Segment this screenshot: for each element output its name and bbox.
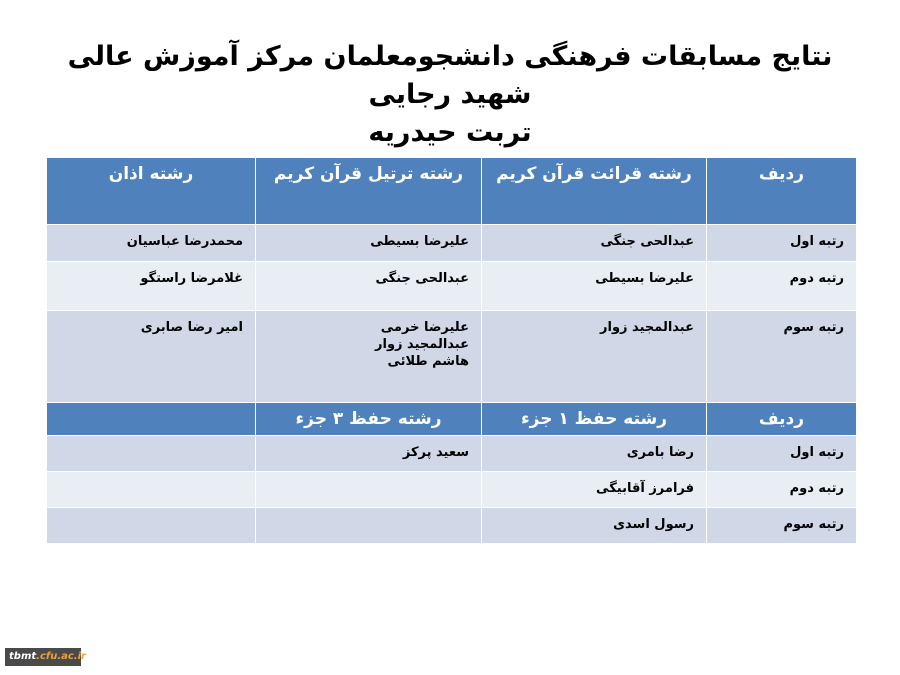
- title-line-1: نتایج مسابقات فرهنگی دانشجومعلمان مرکز آموزش عالی شهید رجایی: [67, 41, 833, 110]
- table-header-row: [47, 158, 857, 225]
- logo-text-part1: tbmt: [9, 651, 37, 662]
- azan-cell: غلامرضا راستگو: [47, 262, 256, 311]
- hifz3-cell: [256, 508, 482, 544]
- empty-cell: [47, 436, 256, 472]
- page-title: [40, 38, 860, 152]
- empty-cell: [47, 508, 256, 544]
- azan-cell: محمدرضا عباسیان: [47, 225, 256, 262]
- results-table-hifz: [46, 402, 857, 544]
- header-hifz-1-juz: رشته حفظ ۱ جزء: [482, 403, 707, 436]
- table-row: [47, 508, 857, 544]
- winner-name: علیرضا خرمی: [380, 320, 469, 335]
- title-line-2: تربت حیدریه: [368, 117, 532, 148]
- table-row: [47, 225, 857, 262]
- hifz1-cell: رضا بامری: [482, 436, 707, 472]
- logo-text-part2: .cfu.ac.ir: [36, 651, 86, 662]
- tarteel-cell: [256, 225, 482, 262]
- hifz3-cell: [256, 472, 482, 508]
- rank-cell: رتبه اول: [707, 225, 857, 262]
- winner-name: علیرضا بسیطی: [370, 234, 469, 249]
- results-table-quran-azan: [46, 157, 857, 404]
- header-hifz-3-juz: رشته حفظ ۳ جزء: [256, 403, 482, 436]
- header-tarteel: رشته ترتیل قرآن کریم: [256, 158, 482, 225]
- hifz1-cell: رسول اسدی: [482, 508, 707, 544]
- site-logo: [5, 648, 86, 666]
- rank-cell: رتبه دوم: [707, 472, 857, 508]
- table-row: [47, 311, 857, 404]
- rank-cell: رتبه سوم: [707, 311, 857, 404]
- table-row: [47, 262, 857, 311]
- rank-cell: رتبه سوم: [707, 508, 857, 544]
- qiraat-cell: عبدالمجید زوار: [482, 311, 707, 404]
- hifz1-cell: فرامرز آقابیگی: [482, 472, 707, 508]
- table-header-row: [47, 403, 857, 436]
- header-azan: رشته اذان: [47, 158, 256, 225]
- qiraat-cell: عبدالحی جنگی: [482, 225, 707, 262]
- rank-cell: رتبه اول: [707, 436, 857, 472]
- winner-name: هاشم طلائی: [387, 354, 469, 369]
- winner-name: عبدالحی جنگی: [375, 271, 469, 286]
- header-rank: ردیف: [707, 158, 857, 225]
- header-rank: ردیف: [707, 403, 857, 436]
- table-row: [47, 436, 857, 472]
- azan-cell: امیر رضا صابری: [47, 311, 256, 404]
- qiraat-cell: علیرضا بسیطی: [482, 262, 707, 311]
- tarteel-cell: [256, 262, 482, 311]
- header-qiraat: رشته قرائت قرآن کریم: [482, 158, 707, 225]
- tarteel-cell: [256, 311, 482, 404]
- header-empty: [47, 403, 256, 436]
- rank-cell: رتبه دوم: [707, 262, 857, 311]
- winner-name: عبدالمجید زوار: [375, 337, 469, 352]
- hifz3-cell: سعید پرکز: [256, 436, 482, 472]
- table-row: [47, 472, 857, 508]
- empty-cell: [47, 472, 256, 508]
